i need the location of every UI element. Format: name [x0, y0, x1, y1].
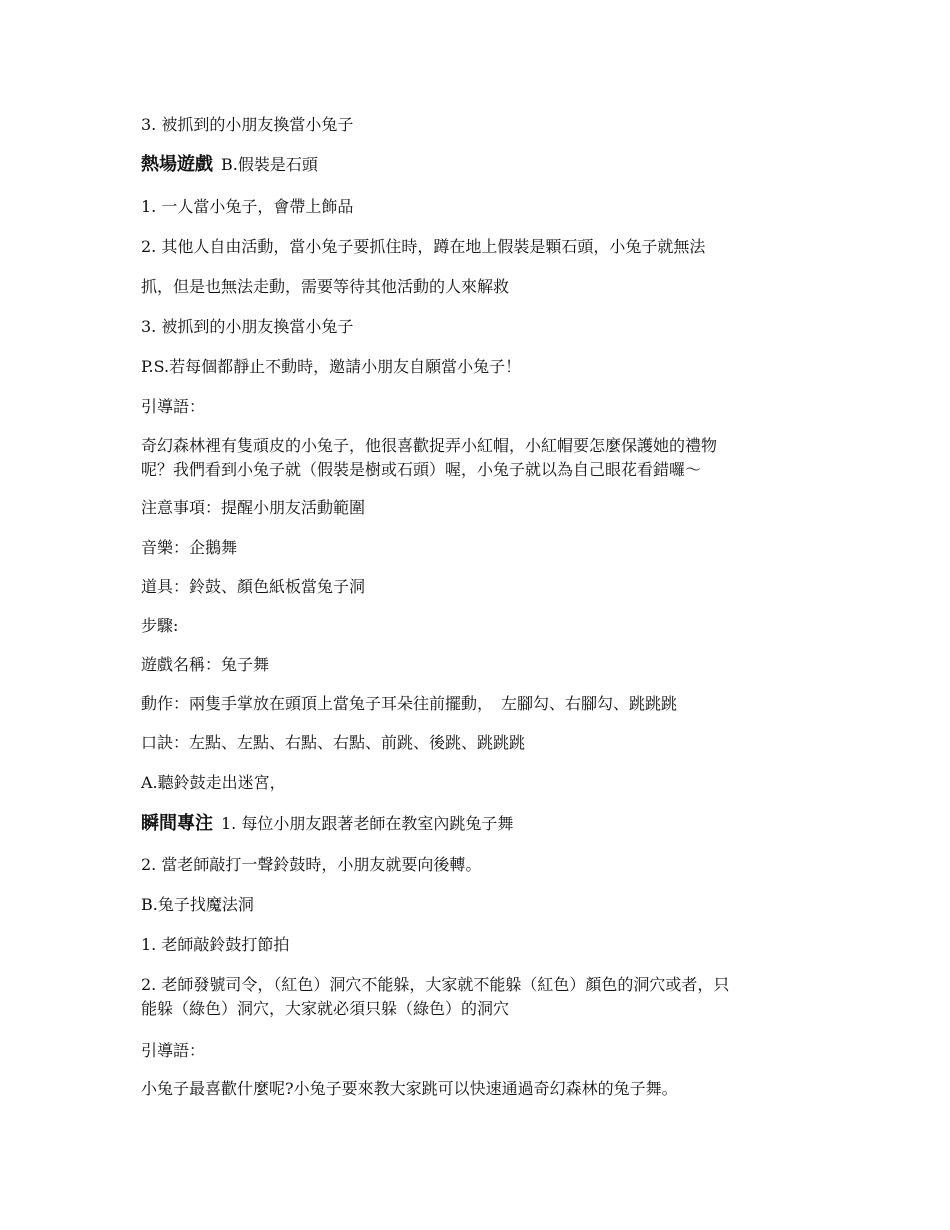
section-text: 1. 每位小朋友跟著老師在教室內跳兔子舞 [221, 814, 514, 833]
text-line: A.聽鈴鼓走出迷宮， [141, 773, 286, 792]
text-line: 3. 被抓到的小朋友換當小兔子 [141, 317, 354, 336]
text-line: 引導語： [141, 1041, 206, 1060]
text-line: 引導語： [141, 397, 206, 416]
section-text: B.假裝是石頭 [221, 155, 318, 174]
text-line: 口訣：左點、左點、右點、右點、前跳、後跳、跳跳跳 [141, 733, 526, 752]
paragraph-line: 奇幻森林裡有隻頑皮的小兔子，他很喜歡捉弄小紅帽，小紅帽要怎麼保護她的禮物 [141, 436, 718, 455]
text-line: 小兔子最喜歡什麼呢?小兔子要來教大家跳可以快速通過奇幻森林的兔子舞。 [141, 1079, 678, 1098]
text-line: 3. 被抓到的小朋友換當小兔子 [141, 115, 354, 134]
text-line: P.S.若每個都靜止不動時，邀請小朋友自願當小兔子！ [141, 357, 522, 376]
paragraph-line: 能躲（綠色）洞穴，大家就必須只躲（綠色）的洞穴 [141, 999, 510, 1018]
section-focus [141, 813, 821, 835]
section-warmup [141, 154, 821, 176]
text-line: 2. 當老師敲打一聲鈴鼓時，小朋友就要向後轉。 [141, 855, 482, 874]
text-line: 2. 其他人自由活動，當小兔子要抓住時，蹲在地上假裝是顆石頭，小兔子就無法 [141, 237, 706, 256]
text-line: 動作：兩隻手掌放在頭頂上當兔子耳朵往前擺動， 左腳勾、右腳勾、跳跳跳 [141, 694, 678, 713]
text-line: B.兔子找魔法洞 [141, 895, 254, 914]
section-heading: 瞬間專注 [141, 813, 213, 834]
paragraph-story [141, 434, 809, 482]
paragraph-holes [141, 973, 809, 1021]
section-heading: 熱場遊戲 [141, 154, 213, 175]
text-line: 遊戲名稱：兔子舞 [141, 655, 270, 674]
text-line: 步驟: [141, 616, 179, 635]
text-line: 1. 老師敲鈴鼓打節拍 [141, 935, 290, 954]
text-line: 1. 一人當小兔子，會帶上飾品 [141, 197, 354, 216]
text-line: 注意事項：提醒小朋友活動範圍 [141, 498, 366, 517]
paragraph-line: 2. 老師發號司令，（紅色）洞穴不能躲，大家就不能躲（紅色）顏色的洞穴或者，只 [141, 975, 730, 994]
paragraph-line: 呢？我們看到小兔子就（假裝是樹或石頭）喔，小兔子就以為自己眼花看錯囉～ [141, 460, 702, 479]
text-line: 道具：鈴鼓、顏色紙板當兔子洞 [141, 577, 366, 596]
text-line: 音樂：企鵝舞 [141, 538, 238, 557]
text-line: 抓，但是也無法走動，需要等待其他活動的人來解救 [141, 277, 510, 296]
